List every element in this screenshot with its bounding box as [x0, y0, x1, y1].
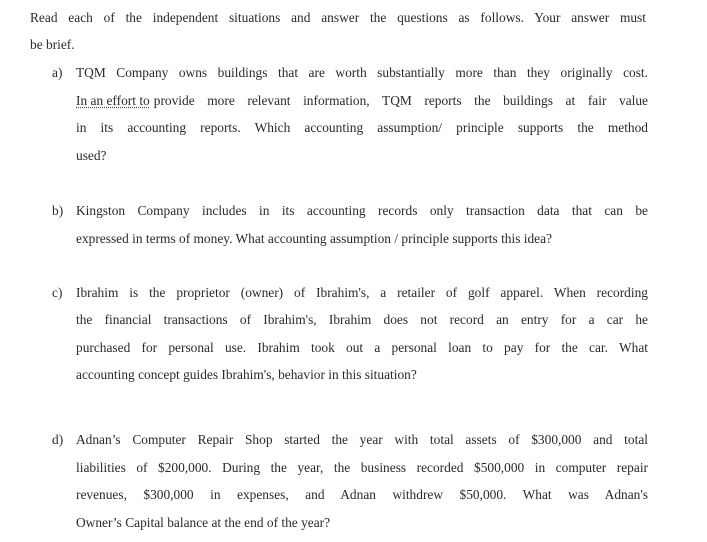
question-d-line-3: revenues, $300,000 in expenses, and Adnan withdrew $50,000. What was Adnan's [76, 487, 648, 502]
question-a-line-2: provide more relevant information, TQM reports the buildings at fair value [153, 93, 648, 108]
question-d-line-1: Adnan’s Computer Repair Shop started the year with total assets of $300,000 and total [76, 432, 648, 447]
question-c-line-1: Ibrahim is the proprietor (owner) of Ibrahim's, a retailer of golf apparel. When recording [76, 285, 648, 300]
question-c-marker: c) [52, 285, 63, 300]
question-d-line-2: liabilities of $200,000. During the year, the business recorded $500,000 in computer repair [76, 460, 648, 475]
question-a-line-3: in its accounting reports. Which accounting assumption/ principle supports the method [76, 120, 648, 135]
question-b-line-2: expressed in terms of money. What accounting assumption / principle supports this idea? [76, 231, 553, 246]
question-c-line-2: the financial transactions of Ibrahim's, Ibrahim does not record an entry for a car he [76, 312, 648, 327]
intro-line-2: be brief. [30, 37, 75, 52]
question-b-marker: b) [52, 203, 64, 218]
question-c-line-3: purchased for personal use. Ibrahim took out a personal loan to pay for the car. What [76, 340, 648, 355]
question-a-line-1: TQM Company owns buildings that are worth substantially more than they originally cost. [76, 65, 648, 80]
question-b-line-1: Kingston Company includes in its accounting records only transaction data that can be [76, 203, 648, 218]
question-a-line-4: used? [76, 148, 107, 163]
question-c-line-4: accounting concept guides Ibrahim's, behavior in this situation? [76, 367, 417, 382]
intro-line-1: Read each of the independent situations and answer the questions as follows. Your answer must [30, 10, 646, 25]
question-d-line-4: Owner’s Capital balance at the end of the year? [76, 515, 331, 530]
question-a-marker: a) [52, 65, 63, 80]
question-a-line-2-row [76, 93, 648, 109]
question-d-marker: d) [52, 432, 64, 447]
question-a-underlined-lead: In an effort to [76, 93, 150, 108]
